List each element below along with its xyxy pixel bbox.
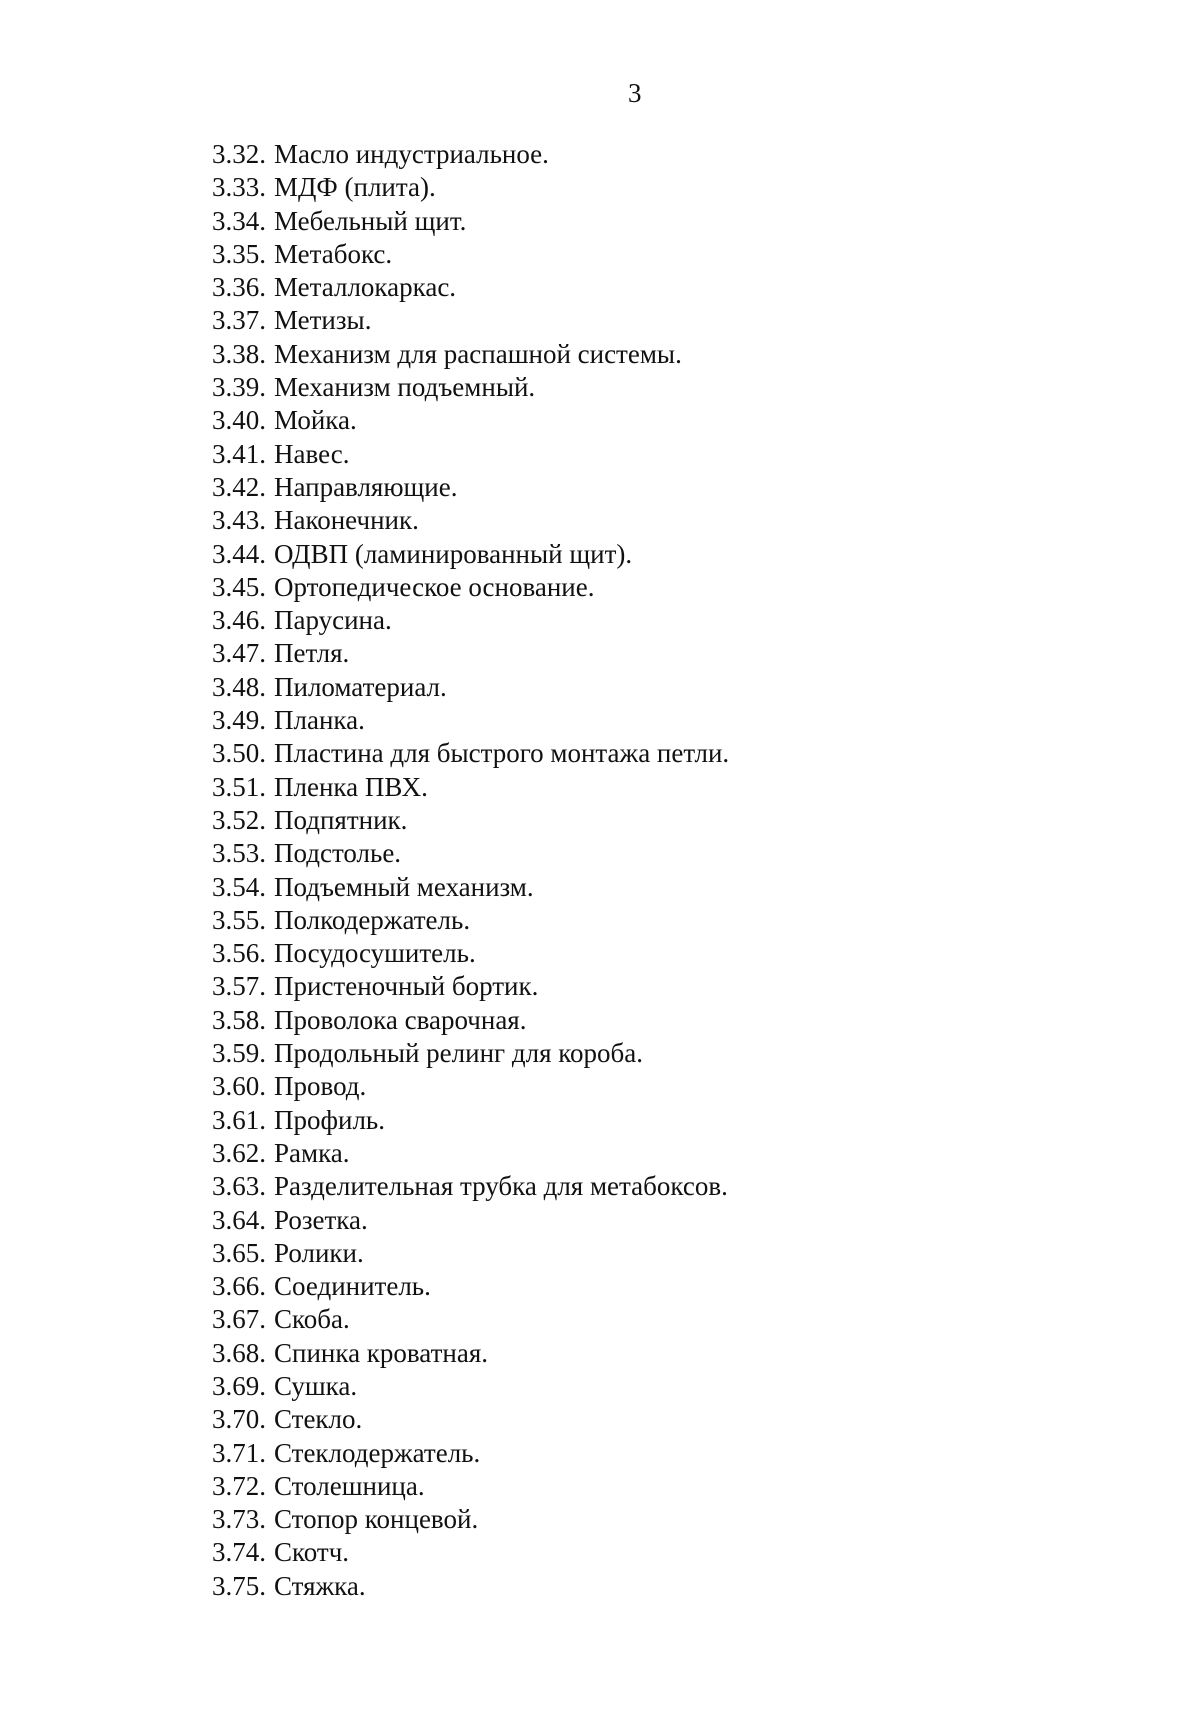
list-item-text: Мебельный щит. bbox=[274, 205, 467, 236]
list-item-text: Направляющие. bbox=[274, 471, 458, 502]
list-item-number: 3.42. bbox=[212, 471, 266, 502]
list-item-text: Полкодержатель. bbox=[274, 904, 471, 935]
list-item-text: Продольный релинг для короба. bbox=[274, 1038, 643, 1069]
list-item-number: 3.63. bbox=[212, 1171, 266, 1202]
list-item-number: 3.35. bbox=[212, 238, 266, 269]
list-item-number: 3.43. bbox=[212, 505, 266, 536]
list-item-number: 3.38. bbox=[212, 338, 266, 369]
list-item-number: 3.72. bbox=[212, 1470, 266, 1501]
list-item bbox=[212, 1370, 729, 1403]
list-item bbox=[212, 1470, 729, 1503]
list-item bbox=[212, 571, 729, 604]
list-item bbox=[212, 504, 729, 537]
list-item-text: Соединитель. bbox=[274, 1271, 431, 1302]
list-item-number: 3.54. bbox=[212, 871, 266, 902]
list-item-text: Масло индустриальное. bbox=[274, 139, 549, 169]
list-item bbox=[212, 304, 729, 337]
list-item-number: 3.55. bbox=[212, 904, 266, 935]
list-item-text: Метабокс. bbox=[274, 238, 393, 269]
list-item-text: Провод. bbox=[274, 1071, 367, 1102]
list-item bbox=[212, 1403, 729, 1436]
list-item-text: Метизы. bbox=[274, 305, 372, 336]
list-item bbox=[212, 1503, 729, 1536]
list-item-text: МДФ (плита). bbox=[274, 172, 436, 203]
list-item-number: 3.75. bbox=[212, 1570, 266, 1601]
list-item-number: 3.46. bbox=[212, 605, 266, 636]
list-item bbox=[212, 1270, 729, 1303]
list-item-number: 3.66. bbox=[212, 1271, 266, 1302]
list-item-number: 3.68. bbox=[212, 1337, 266, 1368]
list-item-text: Ортопедическое основание. bbox=[274, 571, 595, 602]
list-item bbox=[212, 371, 729, 404]
list-item bbox=[212, 904, 729, 937]
list-item-text: Столешница. bbox=[274, 1470, 425, 1501]
list-item-number: 3.32. bbox=[212, 139, 266, 169]
list-item bbox=[212, 1037, 729, 1070]
list-item-number: 3.73. bbox=[212, 1504, 266, 1535]
list-item bbox=[212, 1170, 729, 1203]
list-item bbox=[212, 338, 729, 371]
list-item-text: Пленка ПВХ. bbox=[274, 771, 428, 802]
list-item-text: Скоба. bbox=[274, 1304, 350, 1335]
list-item-text: Стяжка. bbox=[274, 1570, 366, 1601]
list-item-text: Парусина. bbox=[274, 605, 392, 636]
list-item bbox=[212, 1204, 729, 1237]
list-item bbox=[212, 637, 729, 670]
list-item-text: Подстолье. bbox=[274, 838, 402, 869]
list-item-number: 3.74. bbox=[212, 1537, 266, 1568]
list-item bbox=[212, 205, 729, 238]
list-item bbox=[212, 238, 729, 271]
list-item-text: Подпятник. bbox=[274, 804, 408, 835]
list-item bbox=[212, 1237, 729, 1270]
list-item bbox=[212, 471, 729, 504]
list-item-text: Металлокаркас. bbox=[274, 272, 457, 303]
list-item-number: 3.50. bbox=[212, 738, 266, 769]
list-item bbox=[212, 1137, 729, 1170]
list-item bbox=[212, 737, 729, 770]
list-item bbox=[212, 1004, 729, 1037]
list-item-text: Мойка. bbox=[274, 405, 357, 436]
page-number: 3 bbox=[628, 78, 642, 108]
list-item bbox=[212, 1536, 729, 1569]
list-item-number: 3.52. bbox=[212, 804, 266, 835]
list-item-number: 3.44. bbox=[212, 538, 266, 569]
list-item-number: 3.69. bbox=[212, 1370, 266, 1401]
list-item-number: 3.56. bbox=[212, 938, 266, 969]
list-item bbox=[212, 271, 729, 304]
list-item bbox=[212, 1337, 729, 1370]
list-item bbox=[212, 1303, 729, 1336]
list-item bbox=[212, 171, 729, 204]
list-item-number: 3.33. bbox=[212, 172, 266, 203]
list-item-text: Розетка. bbox=[274, 1204, 368, 1235]
list-item-text: Пластина для быстрого монтажа петли. bbox=[274, 738, 730, 769]
list-item bbox=[212, 604, 729, 637]
list-item-number: 3.51. bbox=[212, 771, 266, 802]
item-list bbox=[212, 138, 729, 1603]
list-item-number: 3.70. bbox=[212, 1404, 266, 1435]
list-item-number: 3.48. bbox=[212, 671, 266, 702]
list-item-text: Спинка кроватная. bbox=[274, 1337, 488, 1368]
list-item-text: Проволока сварочная. bbox=[274, 1004, 527, 1035]
list-item-number: 3.45. bbox=[212, 571, 266, 602]
list-item-number: 3.39. bbox=[212, 372, 266, 403]
list-item-number: 3.41. bbox=[212, 438, 266, 469]
list-item bbox=[212, 1104, 729, 1137]
list-item-number: 3.53. bbox=[212, 838, 266, 869]
list-item-text: Стекло. bbox=[274, 1404, 363, 1435]
list-item-text: Подъемный механизм. bbox=[274, 871, 534, 902]
list-item bbox=[212, 804, 729, 837]
list-item bbox=[212, 1437, 729, 1470]
list-item-text: Пристеночный бортик. bbox=[274, 971, 539, 1002]
list-item-number: 3.62. bbox=[212, 1137, 266, 1168]
list-item-text: Сушка. bbox=[274, 1370, 358, 1401]
list-item-text: Разделительная трубка для метабоксов. bbox=[274, 1171, 728, 1202]
list-item bbox=[212, 1070, 729, 1103]
list-item-text: Посудосушитель. bbox=[274, 938, 476, 969]
list-item-number: 3.65. bbox=[212, 1237, 266, 1268]
list-item bbox=[212, 837, 729, 870]
list-item-number: 3.34. bbox=[212, 205, 266, 236]
list-item bbox=[212, 438, 729, 471]
list-item-text: Механизм для распашной системы. bbox=[274, 338, 682, 369]
list-item-text: Пиломатериал. bbox=[274, 671, 447, 702]
list-item-number: 3.57. bbox=[212, 971, 266, 1002]
list-item-text: Скотч. bbox=[274, 1537, 350, 1568]
list-item bbox=[212, 404, 729, 437]
list-item bbox=[212, 704, 729, 737]
list-item-text: Планка. bbox=[274, 705, 365, 736]
list-item bbox=[212, 771, 729, 804]
list-item-number: 3.71. bbox=[212, 1437, 266, 1468]
list-item-text: Ролики. bbox=[274, 1237, 364, 1268]
list-item bbox=[212, 671, 729, 704]
list-item bbox=[212, 937, 729, 970]
list-item-number: 3.64. bbox=[212, 1204, 266, 1235]
list-item-text: ОДВП (ламинированный щит). bbox=[274, 538, 633, 569]
list-item bbox=[212, 871, 729, 904]
list-item-number: 3.60. bbox=[212, 1071, 266, 1102]
list-item-number: 3.67. bbox=[212, 1304, 266, 1335]
list-item-number: 3.47. bbox=[212, 638, 266, 669]
list-item-number: 3.59. bbox=[212, 1038, 266, 1069]
list-item-text: Наконечник. bbox=[274, 505, 419, 536]
list-item-text: Петля. bbox=[274, 638, 350, 669]
list-item bbox=[212, 970, 729, 1003]
list-item-text: Механизм подъемный. bbox=[274, 372, 536, 403]
list-item bbox=[212, 138, 729, 171]
list-item-text: Профиль. bbox=[274, 1104, 385, 1135]
list-item-number: 3.37. bbox=[212, 305, 266, 336]
list-item-text: Навес. bbox=[274, 438, 350, 469]
list-item bbox=[212, 538, 729, 571]
list-item-text: Рамка. bbox=[274, 1137, 350, 1168]
list-item-number: 3.40. bbox=[212, 405, 266, 436]
list-item-number: 3.36. bbox=[212, 272, 266, 303]
list-item bbox=[212, 1570, 729, 1603]
list-item-number: 3.58. bbox=[212, 1004, 266, 1035]
list-item-number: 3.49. bbox=[212, 705, 266, 736]
list-item-text: Стопор концевой. bbox=[274, 1504, 479, 1535]
list-item-number: 3.61. bbox=[212, 1104, 266, 1135]
list-item-text: Стеклодержатель. bbox=[274, 1437, 481, 1468]
